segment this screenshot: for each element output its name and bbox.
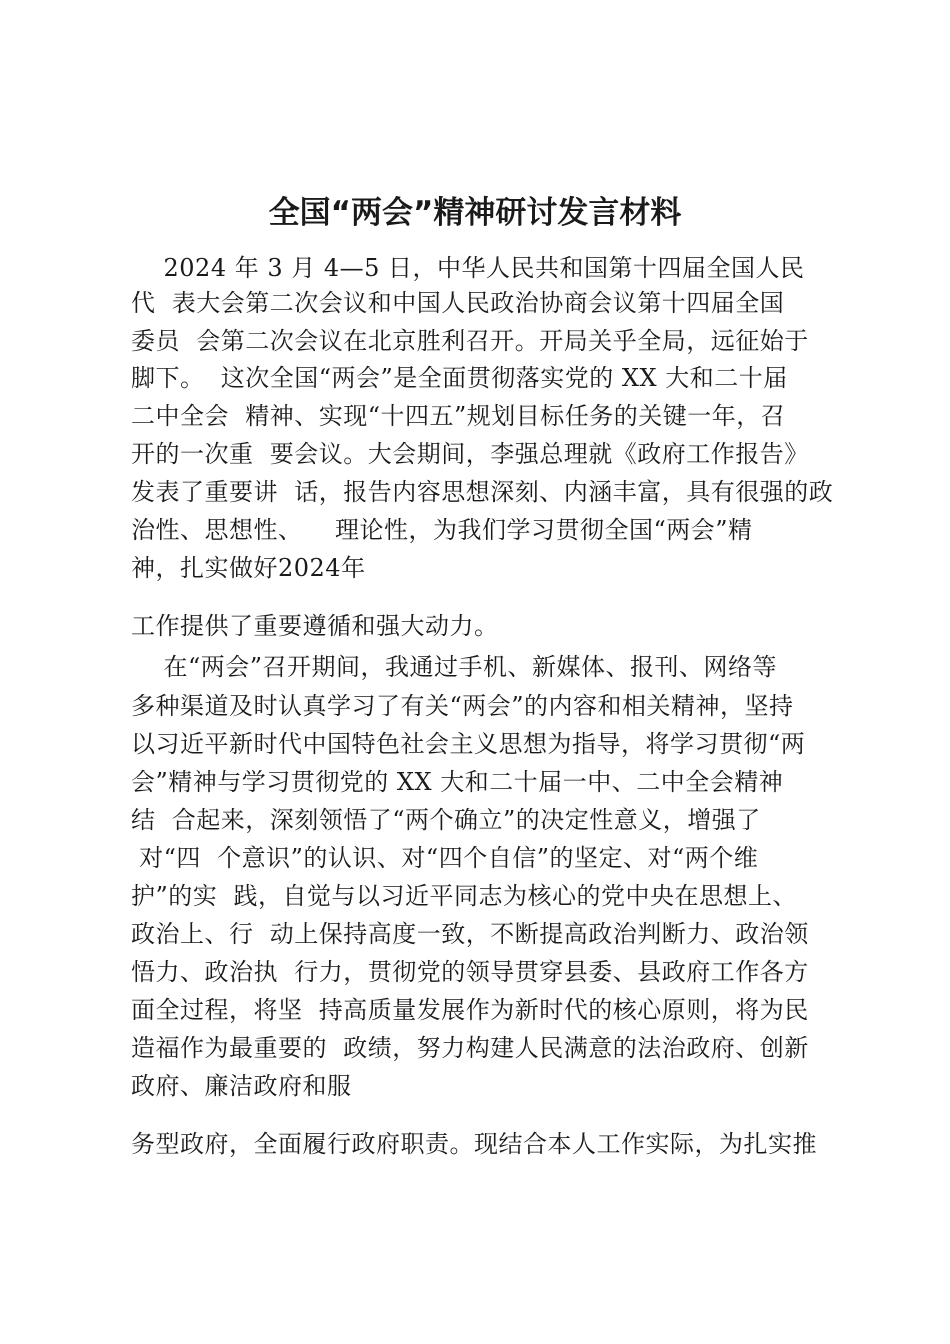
body-line: 悟力、政治执 行力，贯彻党的领导贯穿县委、县政府工作各方 [131, 958, 809, 986]
body-line: 政治上、行 动上保持高度一致，不断提高政治判断力、政治领 [131, 920, 809, 948]
body-line: 二中全会 精神、实现“十四五”规划目标任务的关键一年，召 [131, 402, 786, 430]
body-line: 对“四 个意识”的认识、对“四个自信”的坚定、对“两个维 [131, 844, 759, 872]
body-line: 多种渠道及时认真学习了有关“两会”的内容和相关精神，坚持 [131, 692, 794, 720]
body-line: 造福作为最重要的 政绩，努力构建人民满意的法治政府、创新 [131, 1034, 809, 1062]
body-line: 发表了重要讲 话，报告内容思想深刻、内涵丰富，具有很强的政 [131, 478, 834, 506]
body-line: 会”精神与学习贯彻党的 XX 大和二十届一中、二中全会精神 [131, 768, 784, 796]
body-line: 护”的实 践，自觉与以习近平同志为核心的党中央在思想上、 [131, 882, 798, 910]
body-line: 代 表大会第二次会议和中国人民政治协商会议第十四届全国 [131, 289, 785, 317]
body-line: 治性、思想性、 理论性，为我们学习贯彻全国“两会”精 [131, 516, 753, 544]
body-line: 政府、廉洁政府和服 [131, 1072, 352, 1100]
body-line: 工作提供了重要遵循和强大动力。 [131, 612, 499, 640]
body-line: 委员 会第二次会议在北京胜利召开。开局关乎全局，远征始于 [131, 327, 809, 355]
body-line: 结 合起来，深刻领悟了“两个确立”的决定性意义，增强了 [131, 806, 761, 834]
body-line: 2024 年 3 月 4—5 日，中华人民共和国第十四届全国人民 [131, 254, 805, 282]
body-line: 脚下。 这次全国“两会”是全面贯彻落实党的 XX 大和二十届 [131, 364, 788, 392]
body-line: 在“两会”召开期间，我通过手机、新媒体、报刊、网络等 [131, 653, 778, 681]
body-line: 面全过程，将坚 持高质量发展作为新时代的核心原则，将为民 [131, 996, 809, 1024]
body-line: 以习近平新时代中国特色社会主义思想为指导，将学习贯彻“两 [131, 730, 806, 758]
body-line: 神，扎实做好2024年 [131, 554, 366, 582]
body-line: 开的一次重 要会议。大会期间，李强总理就《政府工作报告》 [131, 440, 809, 468]
document-title: 全国“两会”精神研讨发言材料 [268, 195, 682, 231]
body-line: 务型政府，全面履行政府职责。现结合本人工作实际，为扎实推 [131, 1130, 817, 1158]
